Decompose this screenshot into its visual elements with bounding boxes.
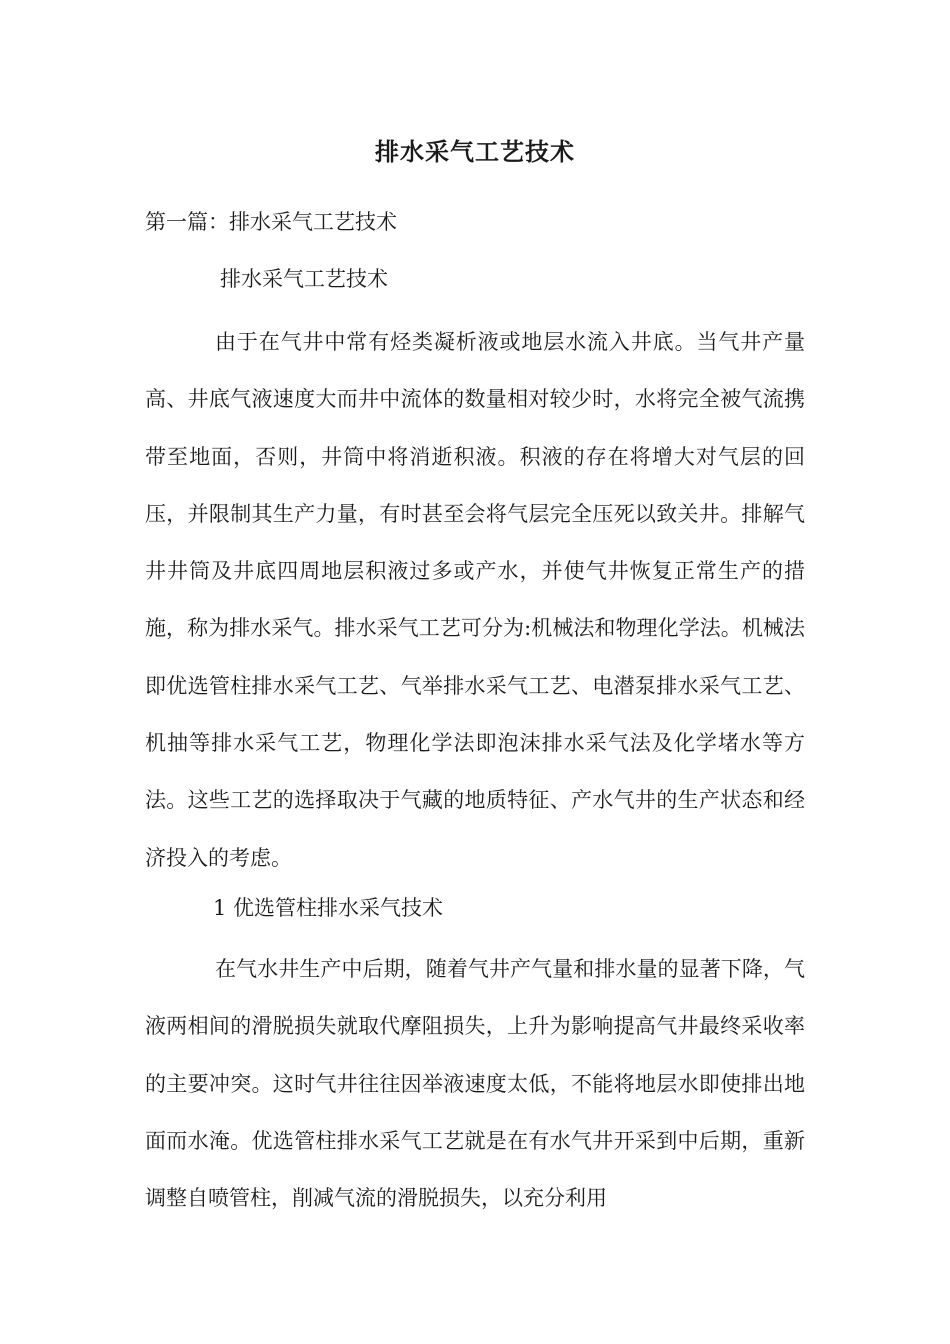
body-paragraph-1: 由于在气井中常有烃类凝析液或地层水流入井底。当气井产量高、井底气液速度大而井中流体的数量相对较少时，水将完全被气流携带至地面，否则，井筒中将消逝积液。积液的存在将增大对气层的回压，并限制其生产力量，有时甚至会将气层完全压死以致关井。排解气井井筒及井底四周地层积液过多或产水，并使气井恢复正常生产的措施，称为排水采气。排水采气工艺可分为:机械法和物理化学法。机械法即优选管柱排水采气工艺、气举排水采气工艺、电潜泵排水采气工艺、机抽等排水采气工艺，物理化学法即泡沫排水采气法及化学堵水等方法。这些工艺的选择取决于气藏的地质特征、产水气井的生产状态和经济投入的考虑。	[145, 330, 805, 870]
sub-heading: 排水采气工艺技术	[220, 267, 388, 291]
body-paragraph-2: 在气水井生产中后期，随着气井产气量和排水量的显著下降，气液两相间的滑脱损失就取代摩阻损失，上升为影响提高气井最终采收率的主要冲突。这时气井往往因举液速度太低，不能将地层水即使排出地面而水淹。优选管柱排水采气工艺就是在有水气井开采到中后期，重新调整自喷管柱，削减气流的滑脱损失，以充分利用	[145, 957, 805, 1211]
part-heading: 第一篇：排水采气工艺技术	[145, 210, 397, 234]
section-heading: 1 优选管柱排水采气技术	[213, 896, 444, 920]
document-title: 排水采气工艺技术	[375, 137, 575, 166]
